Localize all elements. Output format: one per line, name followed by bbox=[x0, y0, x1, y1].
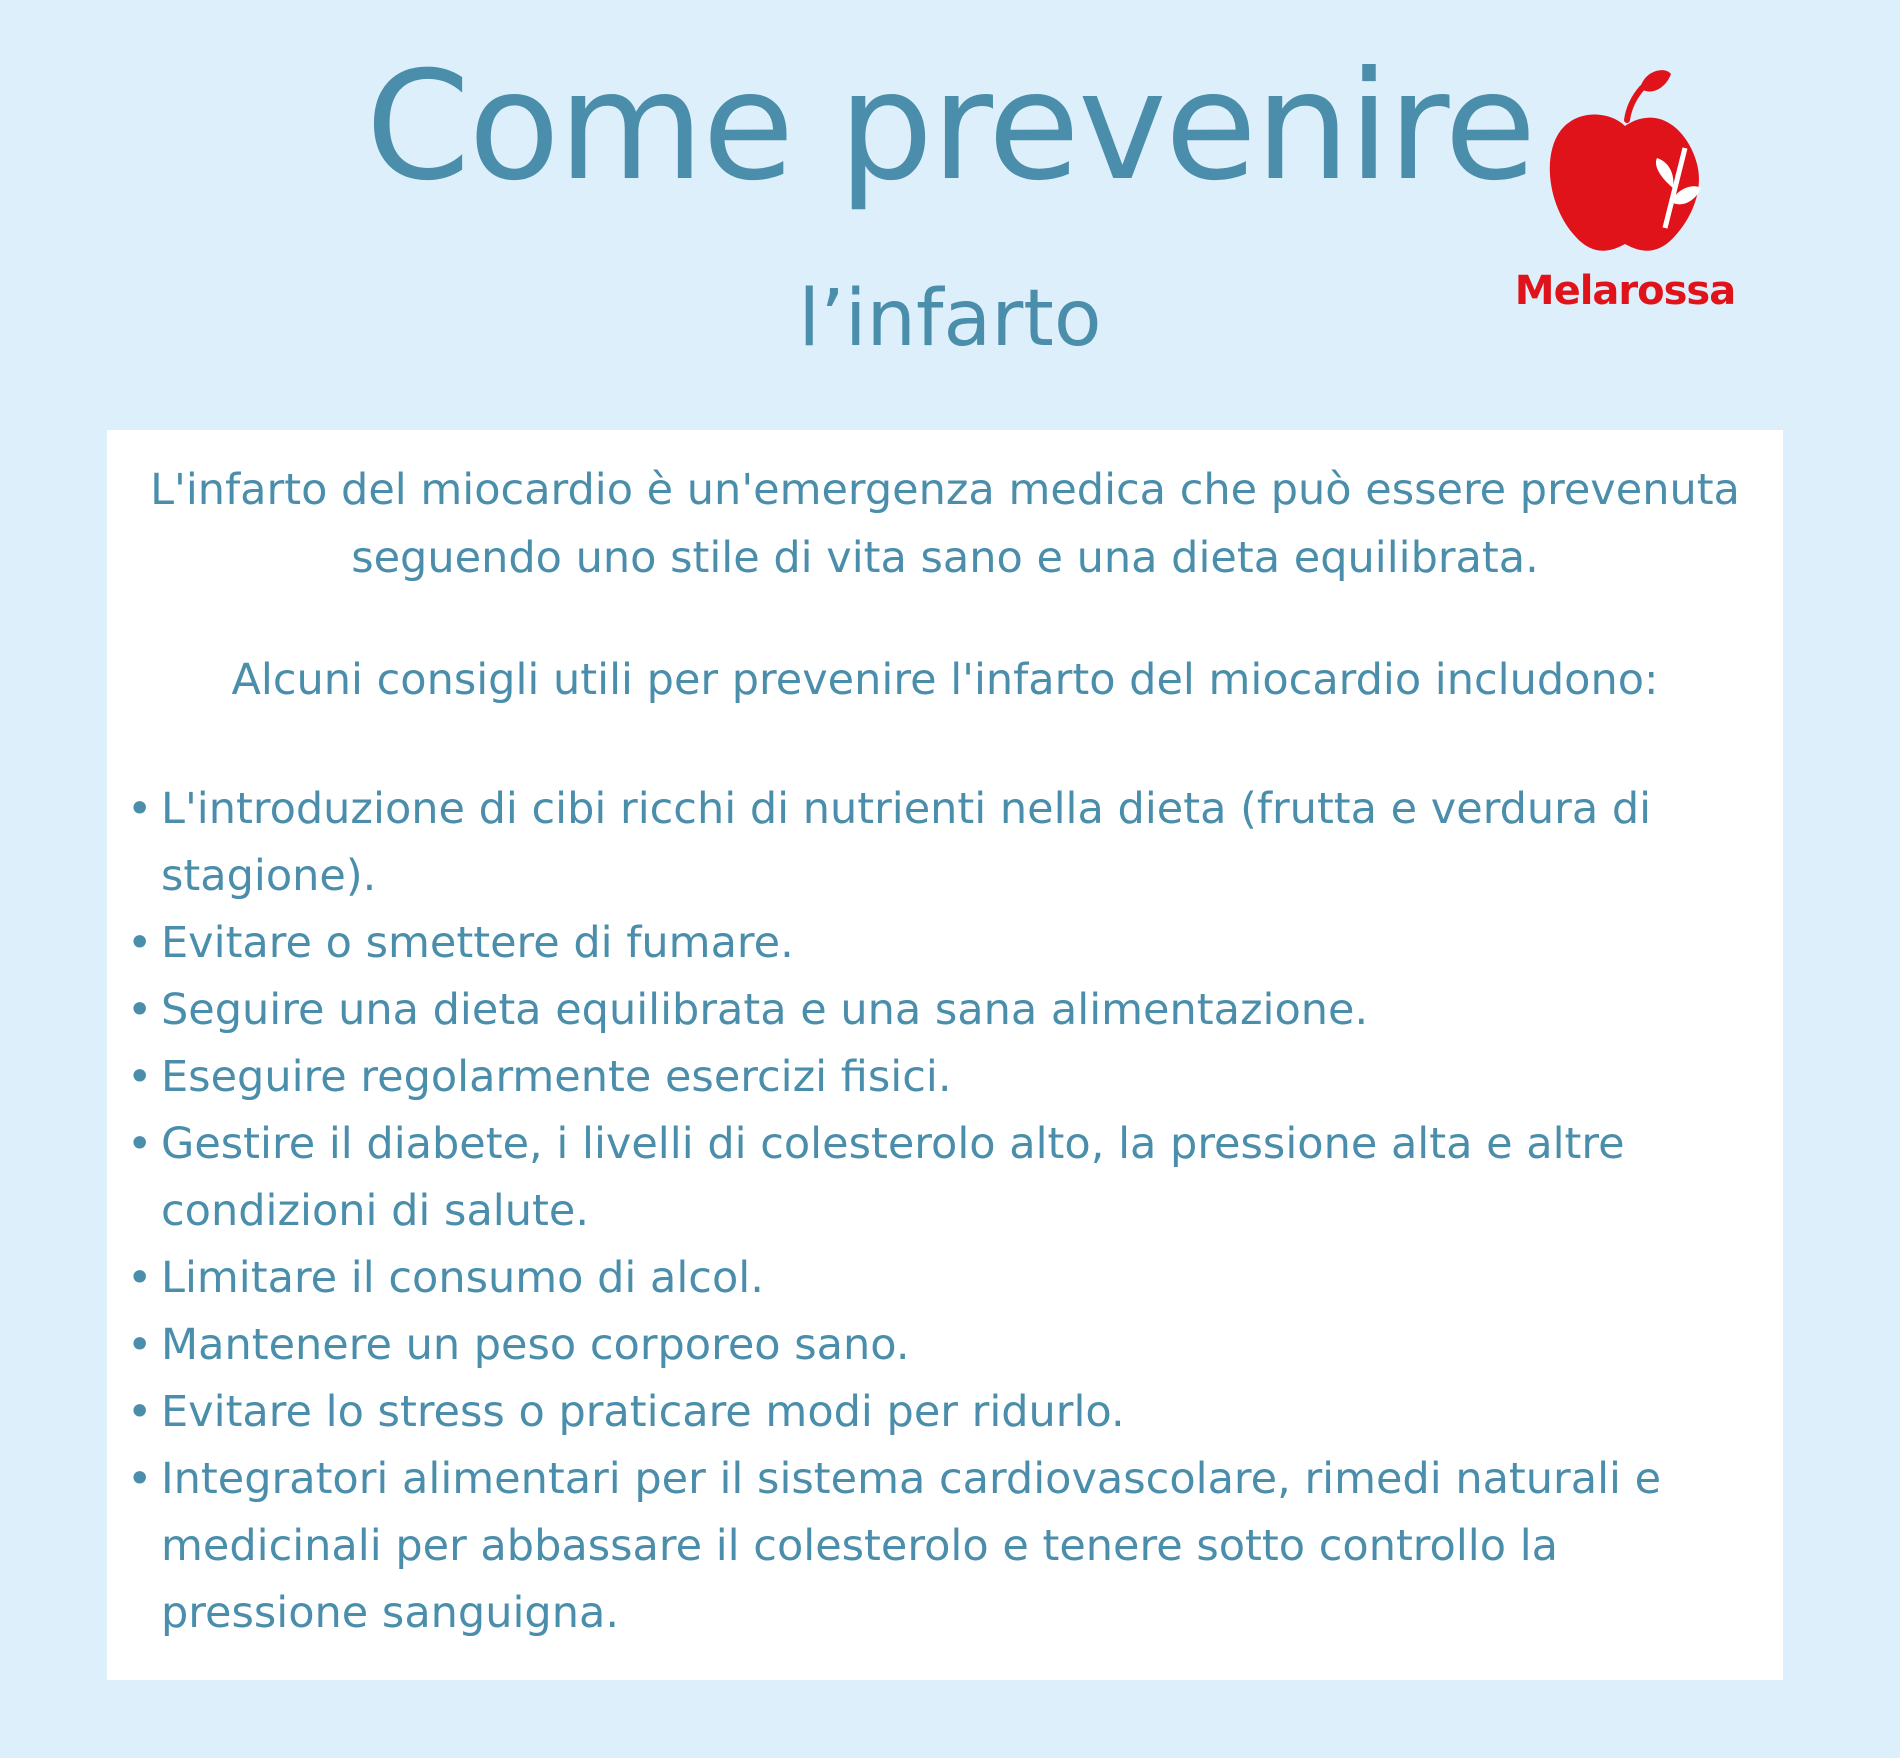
list-item bbox=[107, 776, 1721, 910]
bullet-icon: • bbox=[127, 918, 153, 968]
tip-text: Evitare lo stress o praticare modi per ridurlo. bbox=[161, 1387, 1125, 1437]
page-title: Come prevenire bbox=[365, 40, 1535, 214]
list-item bbox=[107, 910, 1721, 977]
list-item bbox=[107, 1446, 1721, 1647]
bullet-icon: • bbox=[127, 1253, 153, 1303]
list-item bbox=[107, 1245, 1721, 1312]
intro-paragraph: L'infarto del miocardio è un'emergenza medica che può essere prevenuta seguendo uno stile di vita sano e una dieta equilibrata. bbox=[150, 465, 1740, 583]
tip-text: L'introduzione di cibi ricchi di nutrienti nella dieta (frutta e verdura di stagione). bbox=[161, 784, 1652, 901]
tip-text: Integratori alimentari per il sistema cardiovascolare, rimedi naturali e medicinali per abbassare il colesterolo e tenere sotto controllo la pressione sanguigna. bbox=[161, 1454, 1662, 1638]
list-item bbox=[107, 1312, 1721, 1379]
brand-logo bbox=[1500, 68, 1750, 328]
apple-icon bbox=[1545, 68, 1705, 258]
list-item bbox=[107, 977, 1721, 1044]
tip-text: Seguire una dieta equilibrata e una sana alimentazione. bbox=[161, 985, 1369, 1035]
bullet-icon: • bbox=[127, 985, 153, 1035]
bullet-icon: • bbox=[127, 1119, 153, 1169]
bullet-icon: • bbox=[127, 1454, 153, 1504]
tip-text: Gestire il diabete, i livelli di colesterolo alto, la pressione alta e altre condizioni di salute. bbox=[161, 1119, 1625, 1236]
bullet-icon: • bbox=[127, 1052, 153, 1102]
bullet-icon: • bbox=[127, 1387, 153, 1437]
brand-name: Melarossa bbox=[1514, 268, 1736, 314]
content-card bbox=[107, 430, 1783, 1680]
tips-list bbox=[107, 776, 1783, 1647]
tip-text: Eseguire regolarmente esercizi fisici. bbox=[161, 1052, 952, 1102]
bullet-icon: • bbox=[127, 1320, 153, 1370]
bullet-icon: • bbox=[127, 784, 153, 834]
tip-text: Evitare o smettere di fumare. bbox=[161, 918, 794, 968]
page-subtitle: l’infarto bbox=[798, 274, 1102, 364]
tip-text: Limitare il consumo di alcol. bbox=[161, 1253, 764, 1303]
list-item bbox=[107, 1044, 1721, 1111]
lead-paragraph: Alcuni consigli utili per prevenire l'infarto del miocardio includono: bbox=[231, 655, 1659, 705]
list-item bbox=[107, 1379, 1721, 1446]
list-item bbox=[107, 1111, 1721, 1245]
tip-text: Mantenere un peso corporeo sano. bbox=[161, 1320, 910, 1370]
